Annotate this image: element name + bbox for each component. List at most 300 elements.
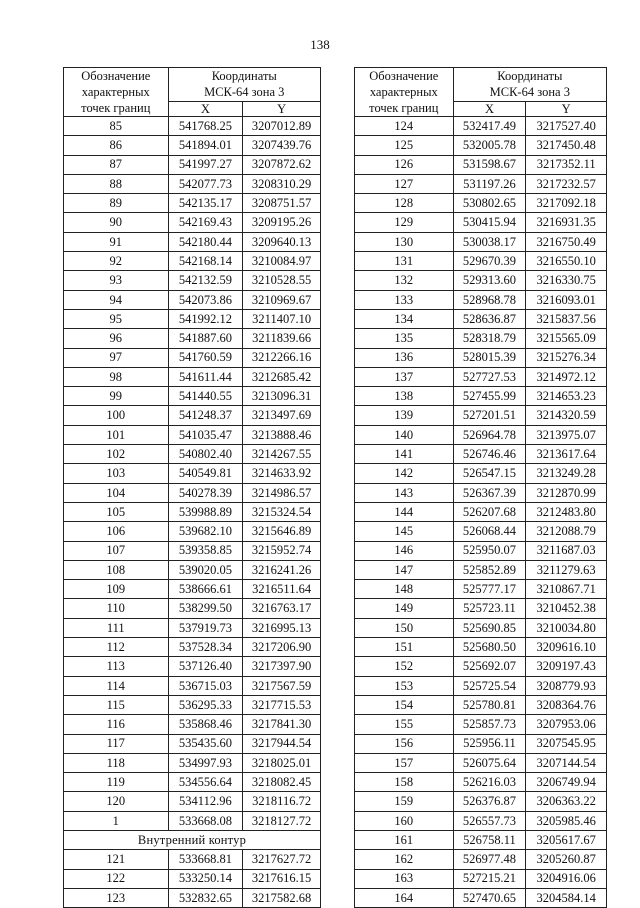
- x-coordinate: 525725.54: [453, 676, 526, 695]
- point-number: 143: [355, 483, 454, 502]
- table-row: [64, 213, 321, 232]
- point-number: 122: [64, 869, 169, 888]
- y-coordinate: 3217944.54: [243, 734, 321, 753]
- point-number: 158: [355, 773, 454, 792]
- point-number: 164: [355, 888, 454, 907]
- x-coordinate: 528968.78: [453, 290, 526, 309]
- y-coordinate: 3216750.49: [526, 232, 607, 251]
- x-coordinate: 526758.11: [453, 830, 526, 849]
- point-number: 108: [64, 560, 169, 579]
- x-coordinate: 528015.39: [453, 348, 526, 367]
- point-number: 138: [355, 387, 454, 406]
- point-number: 123: [64, 888, 169, 907]
- point-number: 91: [64, 232, 169, 251]
- x-coordinate: 527201.51: [453, 406, 526, 425]
- table-row: [355, 811, 607, 830]
- y-coordinate: 3209197.43: [526, 657, 607, 676]
- table-row: [64, 695, 321, 714]
- y-coordinate: 3211279.63: [526, 560, 607, 579]
- point-number: 129: [355, 213, 454, 232]
- x-coordinate: 541760.59: [168, 348, 243, 367]
- y-coordinate: 3206749.94: [526, 773, 607, 792]
- point-number: 152: [355, 657, 454, 676]
- table-row: [355, 329, 607, 348]
- y-coordinate: 3218082.45: [243, 773, 321, 792]
- point-number: 118: [64, 753, 169, 772]
- point-number: 147: [355, 560, 454, 579]
- x-coordinate: 527470.65: [453, 888, 526, 907]
- point-number: 134: [355, 309, 454, 328]
- point-number: 87: [64, 155, 169, 174]
- point-number: 101: [64, 425, 169, 444]
- table-row: [355, 502, 607, 521]
- x-coordinate: 525692.07: [453, 657, 526, 676]
- table-row: [64, 136, 321, 155]
- point-number: 90: [64, 213, 169, 232]
- table-row: [64, 309, 321, 328]
- table-row: [64, 406, 321, 425]
- y-coordinate: 3212266.16: [243, 348, 321, 367]
- x-coordinate: 532832.65: [168, 888, 243, 907]
- y-coordinate: 3218025.01: [243, 753, 321, 772]
- point-label-header: Обозначение характерных точек границ: [355, 68, 454, 117]
- y-coordinate: 3209640.13: [243, 232, 321, 251]
- table-row: [64, 888, 321, 907]
- x-coordinate: 525852.89: [453, 560, 526, 579]
- y-coordinate: 3205260.87: [526, 850, 607, 869]
- x-coordinate: 541997.27: [168, 155, 243, 174]
- table-row: [355, 560, 607, 579]
- table-row: [355, 194, 607, 213]
- table-row: [355, 734, 607, 753]
- point-number: 156: [355, 734, 454, 753]
- x-coordinate: 525780.81: [453, 695, 526, 714]
- point-number: 133: [355, 290, 454, 309]
- x-coordinate: 526746.46: [453, 445, 526, 464]
- table-row: [355, 406, 607, 425]
- x-coordinate: 542168.14: [168, 252, 243, 271]
- table-row: [355, 792, 607, 811]
- table-row: [64, 599, 321, 618]
- table-row: [355, 773, 607, 792]
- point-number: 121: [64, 850, 169, 869]
- x-coordinate: 530415.94: [453, 213, 526, 232]
- table-row: [355, 232, 607, 251]
- table-row: [355, 888, 607, 907]
- point-number: 112: [64, 638, 169, 657]
- point-number: 151: [355, 638, 454, 657]
- point-number: 109: [64, 580, 169, 599]
- x-coordinate: 542180.44: [168, 232, 243, 251]
- table-row: [64, 522, 321, 541]
- y-coordinate: 3204916.06: [526, 869, 607, 888]
- point-number: 117: [64, 734, 169, 753]
- table-row: [64, 117, 321, 136]
- x-coordinate: 540278.39: [168, 483, 243, 502]
- point-number: 92: [64, 252, 169, 271]
- x-coordinate: 537919.73: [168, 618, 243, 637]
- x-coordinate: 529313.60: [453, 271, 526, 290]
- point-number: 140: [355, 425, 454, 444]
- point-number: 88: [64, 174, 169, 193]
- table-row: [64, 676, 321, 695]
- table-row: [355, 387, 607, 406]
- y-coordinate: 3211407.10: [243, 309, 321, 328]
- y-coordinate: 3209195.26: [243, 213, 321, 232]
- point-number: 104: [64, 483, 169, 502]
- x-coordinate: 536715.03: [168, 676, 243, 695]
- y-coordinate: 3212483.80: [526, 502, 607, 521]
- table-row: [64, 483, 321, 502]
- y-coordinate: 3215565.09: [526, 329, 607, 348]
- point-number: 126: [355, 155, 454, 174]
- table-row: [64, 850, 321, 869]
- point-number: 107: [64, 541, 169, 560]
- point-number: 149: [355, 599, 454, 618]
- point-number: 144: [355, 502, 454, 521]
- point-number: 100: [64, 406, 169, 425]
- y-coordinate: 3216931.35: [526, 213, 607, 232]
- table-row: [355, 136, 607, 155]
- coordinates-header: Координаты МСК-64 зона 3: [453, 68, 606, 102]
- point-number: 106: [64, 522, 169, 541]
- x-coordinate: 526216.03: [453, 773, 526, 792]
- x-coordinate: 541887.60: [168, 329, 243, 348]
- y-coordinate: 3210452.38: [526, 599, 607, 618]
- point-number: 163: [355, 869, 454, 888]
- y-coordinate: 3205617.67: [526, 830, 607, 849]
- table-row: [64, 638, 321, 657]
- x-coordinate: 525950.07: [453, 541, 526, 560]
- point-number: 110: [64, 599, 169, 618]
- table-row: [355, 850, 607, 869]
- point-number: 113: [64, 657, 169, 676]
- y-coordinate: 3204584.14: [526, 888, 607, 907]
- table-row: [355, 155, 607, 174]
- x-coordinate: 525857.73: [453, 715, 526, 734]
- x-coordinate: 526068.44: [453, 522, 526, 541]
- y-coordinate: 3210867.71: [526, 580, 607, 599]
- point-number: 148: [355, 580, 454, 599]
- y-coordinate: 3211687.03: [526, 541, 607, 560]
- table-row: [64, 869, 321, 888]
- table-row: [355, 290, 607, 309]
- y-coordinate: 3214267.55: [243, 445, 321, 464]
- point-number: 159: [355, 792, 454, 811]
- y-coordinate: 3218127.72: [243, 811, 321, 830]
- point-number: 86: [64, 136, 169, 155]
- x-coordinate: 527215.21: [453, 869, 526, 888]
- point-number: 116: [64, 715, 169, 734]
- x-header: X: [168, 101, 243, 116]
- y-coordinate: 3207872.62: [243, 155, 321, 174]
- y-coordinate: 3217582.68: [243, 888, 321, 907]
- x-coordinate: 541768.25: [168, 117, 243, 136]
- x-coordinate: 532417.49: [453, 117, 526, 136]
- table-row: [64, 715, 321, 734]
- coordinates-table-left: [63, 67, 321, 908]
- inner-contour-row: [64, 830, 321, 849]
- table-row: [64, 194, 321, 213]
- x-header: X: [453, 101, 526, 116]
- x-coordinate: 541894.01: [168, 136, 243, 155]
- table-row: [355, 309, 607, 328]
- x-coordinate: 525690.85: [453, 618, 526, 637]
- x-coordinate: 538299.50: [168, 599, 243, 618]
- y-header: Y: [243, 101, 321, 116]
- y-coordinate: 3214633.92: [243, 464, 321, 483]
- y-coordinate: 3207012.89: [243, 117, 321, 136]
- point-number: 132: [355, 271, 454, 290]
- y-coordinate: 3210034.80: [526, 618, 607, 637]
- x-coordinate: 531197.26: [453, 174, 526, 193]
- point-number: 131: [355, 252, 454, 271]
- x-coordinate: 538666.61: [168, 580, 243, 599]
- x-coordinate: 539682.10: [168, 522, 243, 541]
- y-coordinate: 3216550.10: [526, 252, 607, 271]
- x-coordinate: 531598.67: [453, 155, 526, 174]
- x-coordinate: 533668.81: [168, 850, 243, 869]
- y-coordinate: 3208310.29: [243, 174, 321, 193]
- y-coordinate: 3213975.07: [526, 425, 607, 444]
- table-row: [64, 232, 321, 251]
- y-coordinate: 3207439.76: [243, 136, 321, 155]
- table-row: [355, 618, 607, 637]
- x-coordinate: 534112.96: [168, 792, 243, 811]
- point-number: 98: [64, 367, 169, 386]
- x-coordinate: 539988.89: [168, 502, 243, 521]
- x-coordinate: 528636.87: [453, 309, 526, 328]
- x-coordinate: 542132.59: [168, 271, 243, 290]
- x-coordinate: 526376.87: [453, 792, 526, 811]
- y-coordinate: 3217232.57: [526, 174, 607, 193]
- table-row: [64, 445, 321, 464]
- table-row: [355, 869, 607, 888]
- y-coordinate: 3207144.54: [526, 753, 607, 772]
- y-coordinate: 3217397.90: [243, 657, 321, 676]
- x-coordinate: 532005.78: [453, 136, 526, 155]
- x-coordinate: 541248.37: [168, 406, 243, 425]
- point-number: 160: [355, 811, 454, 830]
- table-row: [64, 174, 321, 193]
- coordinates-table-right: [354, 67, 607, 908]
- table-row: [64, 773, 321, 792]
- y-coordinate: 3207545.95: [526, 734, 607, 753]
- y-coordinate: 3211839.66: [243, 329, 321, 348]
- inner-contour-label: Внутренний контур: [64, 830, 321, 849]
- x-coordinate: 542135.17: [168, 194, 243, 213]
- y-coordinate: 3210084.97: [243, 252, 321, 271]
- point-number: 157: [355, 753, 454, 772]
- y-coordinate: 3215837.56: [526, 309, 607, 328]
- y-coordinate: 3208779.93: [526, 676, 607, 695]
- table-row: [355, 753, 607, 772]
- y-coordinate: 3205985.46: [526, 811, 607, 830]
- table-row: [355, 715, 607, 734]
- point-number: 142: [355, 464, 454, 483]
- x-coordinate: 527727.53: [453, 367, 526, 386]
- x-coordinate: 528318.79: [453, 329, 526, 348]
- table-row: [355, 464, 607, 483]
- y-coordinate: 3215276.34: [526, 348, 607, 367]
- y-coordinate: 3217352.11: [526, 155, 607, 174]
- point-number: 127: [355, 174, 454, 193]
- point-number: 137: [355, 367, 454, 386]
- table-row: [355, 580, 607, 599]
- table-row: [64, 753, 321, 772]
- table-row: [64, 618, 321, 637]
- table-row: [64, 541, 321, 560]
- x-coordinate: 529670.39: [453, 252, 526, 271]
- point-number: 95: [64, 309, 169, 328]
- table-row: [64, 792, 321, 811]
- table-row: [355, 483, 607, 502]
- y-coordinate: 3213617.64: [526, 445, 607, 464]
- table-row: [355, 117, 607, 136]
- point-number: 162: [355, 850, 454, 869]
- x-coordinate: 541992.12: [168, 309, 243, 328]
- point-number: 120: [64, 792, 169, 811]
- x-coordinate: 539020.05: [168, 560, 243, 579]
- y-coordinate: 3214986.57: [243, 483, 321, 502]
- x-coordinate: 541611.44: [168, 367, 243, 386]
- x-coordinate: 539358.85: [168, 541, 243, 560]
- y-coordinate: 3212088.79: [526, 522, 607, 541]
- table-row: [64, 657, 321, 676]
- y-coordinate: 3217627.72: [243, 850, 321, 869]
- table-row: [64, 502, 321, 521]
- point-number: 153: [355, 676, 454, 695]
- y-coordinate: 3217616.15: [243, 869, 321, 888]
- x-coordinate: 535435.60: [168, 734, 243, 753]
- y-coordinate: 3215952.74: [243, 541, 321, 560]
- x-coordinate: 526557.73: [453, 811, 526, 830]
- table-row: [64, 155, 321, 174]
- point-number: 125: [355, 136, 454, 155]
- point-number: 135: [355, 329, 454, 348]
- y-coordinate: 3215324.54: [243, 502, 321, 521]
- point-number: 89: [64, 194, 169, 213]
- y-coordinate: 3215646.89: [243, 522, 321, 541]
- point-number: 146: [355, 541, 454, 560]
- point-number: 141: [355, 445, 454, 464]
- coordinates-header: Координаты МСК-64 зона 3: [168, 68, 320, 102]
- table-row: [355, 174, 607, 193]
- y-coordinate: 3216511.64: [243, 580, 321, 599]
- x-coordinate: 526367.39: [453, 483, 526, 502]
- y-coordinate: 3217206.90: [243, 638, 321, 657]
- y-coordinate: 3208751.57: [243, 194, 321, 213]
- table-row: [64, 560, 321, 579]
- table-row: [64, 580, 321, 599]
- point-number: 94: [64, 290, 169, 309]
- table-row: [355, 425, 607, 444]
- y-coordinate: 3210528.55: [243, 271, 321, 290]
- y-coordinate: 3216330.75: [526, 271, 607, 290]
- point-number: 124: [355, 117, 454, 136]
- point-number: 136: [355, 348, 454, 367]
- x-coordinate: 535868.46: [168, 715, 243, 734]
- table-row: [355, 638, 607, 657]
- x-coordinate: 540802.40: [168, 445, 243, 464]
- y-coordinate: 3214320.59: [526, 406, 607, 425]
- y-coordinate: 3217841.30: [243, 715, 321, 734]
- y-coordinate: 3212685.42: [243, 367, 321, 386]
- x-coordinate: 526075.64: [453, 753, 526, 772]
- table-row: [355, 522, 607, 541]
- y-coordinate: 3216763.17: [243, 599, 321, 618]
- x-coordinate: 533668.08: [168, 811, 243, 830]
- point-number: 128: [355, 194, 454, 213]
- point-number: 111: [64, 618, 169, 637]
- table-row: [355, 271, 607, 290]
- x-coordinate: 534556.64: [168, 773, 243, 792]
- point-number: 119: [64, 773, 169, 792]
- x-coordinate: 533250.14: [168, 869, 243, 888]
- y-coordinate: 3206363.22: [526, 792, 607, 811]
- table-row: [64, 367, 321, 386]
- point-number: 130: [355, 232, 454, 251]
- x-coordinate: 540549.81: [168, 464, 243, 483]
- table-row: [64, 734, 321, 753]
- x-coordinate: 536295.33: [168, 695, 243, 714]
- table-row: [355, 213, 607, 232]
- point-label-header: Обозначение характерных точек границ: [64, 68, 169, 117]
- x-coordinate: 537528.34: [168, 638, 243, 657]
- table-row: [64, 290, 321, 309]
- x-coordinate: 541440.55: [168, 387, 243, 406]
- x-coordinate: 525956.11: [453, 734, 526, 753]
- y-coordinate: 3216093.01: [526, 290, 607, 309]
- table-row: [64, 811, 321, 830]
- point-number: 139: [355, 406, 454, 425]
- x-coordinate: 525777.17: [453, 580, 526, 599]
- point-number: 103: [64, 464, 169, 483]
- table-row: [355, 657, 607, 676]
- y-coordinate: 3213497.69: [243, 406, 321, 425]
- table-row: [355, 541, 607, 560]
- point-number: 96: [64, 329, 169, 348]
- table-row: [355, 695, 607, 714]
- table-row: [355, 445, 607, 464]
- table-row: [64, 464, 321, 483]
- table-row: [355, 348, 607, 367]
- table-row: [64, 329, 321, 348]
- table-row: [355, 599, 607, 618]
- x-coordinate: 534997.93: [168, 753, 243, 772]
- point-number: 99: [64, 387, 169, 406]
- x-coordinate: 526547.15: [453, 464, 526, 483]
- y-coordinate: 3208364.76: [526, 695, 607, 714]
- y-coordinate: 3216995.13: [243, 618, 321, 637]
- point-number: 102: [64, 445, 169, 464]
- point-number: 1: [64, 811, 169, 830]
- y-coordinate: 3214653.23: [526, 387, 607, 406]
- y-coordinate: 3217527.40: [526, 117, 607, 136]
- x-coordinate: 542073.86: [168, 290, 243, 309]
- x-coordinate: 526207.68: [453, 502, 526, 521]
- y-header: Y: [526, 101, 607, 116]
- y-coordinate: 3217567.59: [243, 676, 321, 695]
- x-coordinate: 526977.48: [453, 850, 526, 869]
- page-number: 138: [310, 37, 330, 52]
- y-coordinate: 3210969.67: [243, 290, 321, 309]
- point-number: 85: [64, 117, 169, 136]
- y-coordinate: 3209616.10: [526, 638, 607, 657]
- y-coordinate: 3213096.31: [243, 387, 321, 406]
- y-coordinate: 3217450.48: [526, 136, 607, 155]
- x-coordinate: 525723.11: [453, 599, 526, 618]
